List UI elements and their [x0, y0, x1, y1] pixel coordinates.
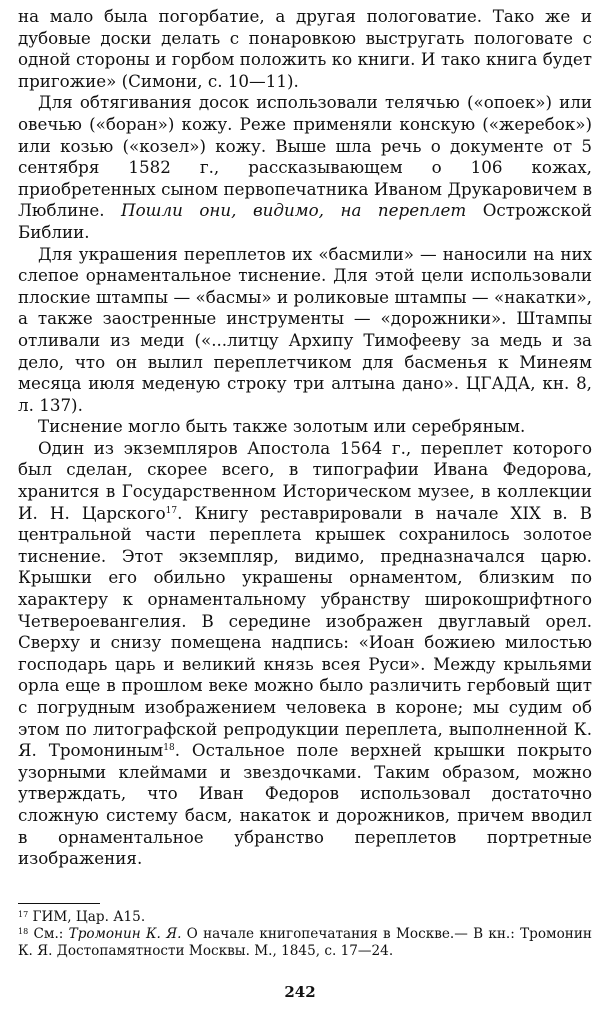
- text-run: Для украшения переплетов их «басмили» — наносили на них слепое орнаментальное тиснение. Для этой цели использовали плоские штампы — «басмы» и роликовые штампы — «накатки», а также заостренные инструменты — «дорожники». Штампы отливали из меди («...литцу Архипу Тимофееву за медь и за дело, что он вылил переплетчиком для басменья к Минеям месяца июля меденую строку три алтына дано». ЦГАДА, кн. 8, л. 137).: [18, 243, 592, 415]
- footnote-divider: [18, 903, 100, 904]
- paragraph: [18, 244, 592, 417]
- text-run: О начале книгопечатания в Москве.— В кн.: Тромонин К. Я. Достопамятности Москвы. М., 1845, с. 17—24.: [18, 926, 592, 959]
- text-run: . Книгу реставрировали в начале XIX в. В центральной части переплета крышек сохранилось золотое тиснение. Этот экземпляр, видимо, предназначался царю. Крышки его обильно украшены орнаментом, близким по характеру к орнаментальному убранству широкошрифтного Четвероевангелия. В середине изображен двуглавый орел. Сверху и снизу помещена надпись: «Иоан божиею милостью господарь царь и великий князь всея Руси». Между крыльями орла еще в прошлом веке можно было различить гербовый щит с погрудным изображением человека в короне; мы судим об этом по литографской репродукции переплета, выполненной К. Я. Тромониным: [18, 502, 592, 761]
- text-run: . Остальное поле верхней крышки покрыто узорными клеймами и звездочками. Таким образом, можно утверждать, что Иван Федоров использовал достаточно сложную систему басм, накаток и дорожников, причем вводил в орнаментальное убранство переплетов портретные изображения.: [18, 740, 592, 869]
- text-run: См.:: [33, 926, 69, 942]
- text-run: ГИМ, Цар. А15.: [32, 909, 146, 925]
- footnote-number: 18: [18, 927, 29, 936]
- footnotes: [18, 909, 592, 960]
- footnote-number: 17: [18, 910, 29, 919]
- main-text: [18, 6, 592, 870]
- text-run: Острожской Библии.: [18, 200, 592, 242]
- footnote-reference: 18: [163, 743, 175, 754]
- page-body: [18, 6, 592, 870]
- text-run: Для обтягивания досок использовали телячью («опоек») или овечью («боран») кожу. Реже применяли конскую («жеребок») или козью («козел») кожу. Выше шла речь о документе от 5 сентября 1582 г., рассказывающем о 106 кожах, приобретенных сыном первопечатника Иваном Друкаровичем в Люблине.: [18, 92, 592, 221]
- page-number: 242: [284, 983, 316, 1001]
- footnote: [18, 926, 592, 960]
- footnote: [18, 909, 592, 926]
- paragraph: [18, 438, 592, 870]
- italic-text: Тромонин К. Я.: [68, 926, 182, 942]
- text-run: Один из экземпляров Апостола 1564 г., переплет которого был сделан, скорее всего, в типографии Ивана Федорова, хранится в Государственном Историческом музее, в коллекции И. Н. Царского: [18, 437, 592, 523]
- text-run: Тиснение могло быть также золотым или серебряным.: [38, 416, 526, 437]
- italic-text: Пошли они, видимо, на переплет: [121, 200, 467, 221]
- paragraph: [18, 6, 592, 92]
- paragraph: [18, 416, 592, 438]
- paragraph: [18, 92, 592, 243]
- footnote-reference: 17: [165, 505, 178, 516]
- text-run: на мало была погорбатие, а другая пологоватие. Тако же и дубовые доски делать с понаровкою выстругать пологовате с одной стороны и горбом положить ко книги. И тако книга будет пригожие» (Симони, с. 10—11).: [18, 6, 592, 91]
